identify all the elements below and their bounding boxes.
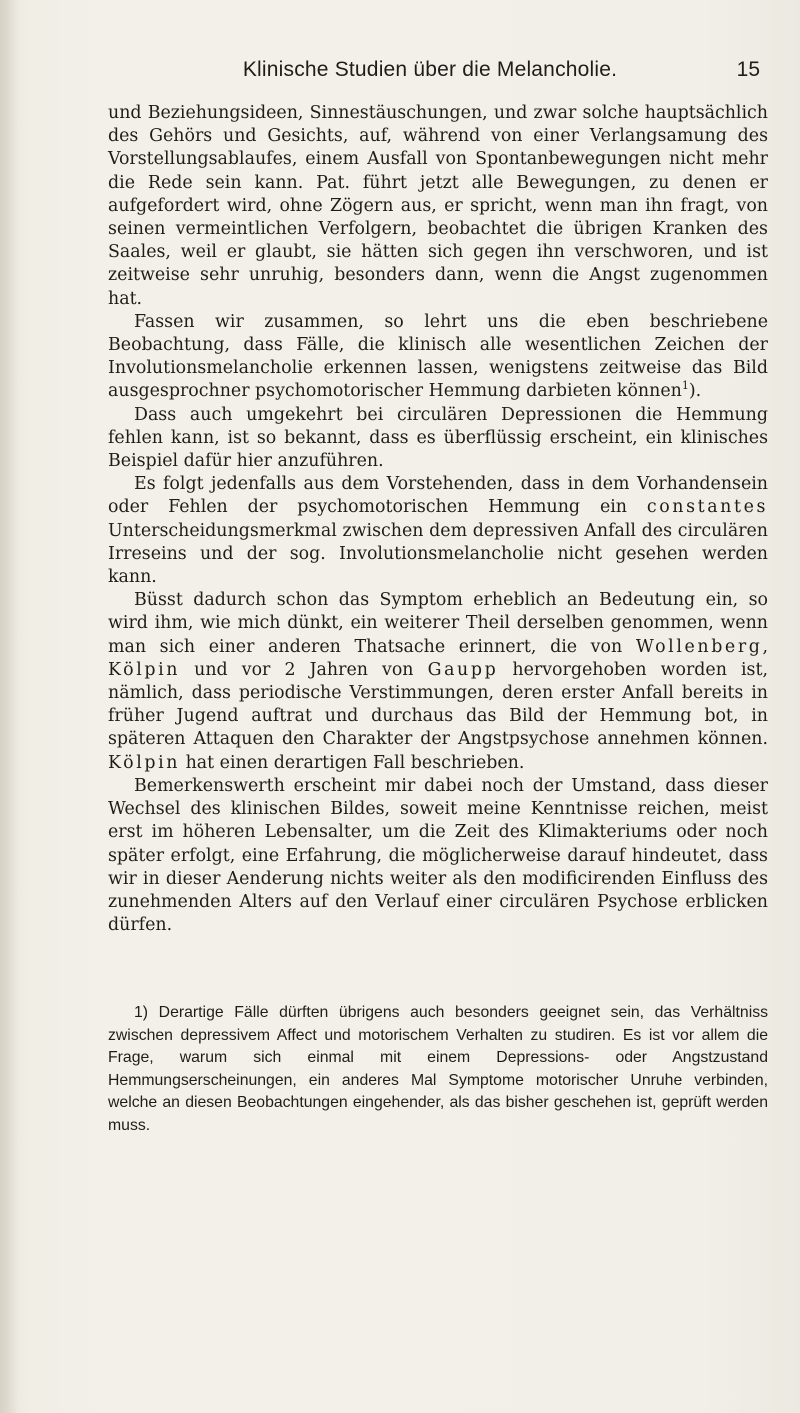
paragraph-2-text: Fassen wir zusammen, so lehrt uns die eben beschriebene Beobachtung, dass Fälle, die klinisch alle wesentlichen Zeichen der Involutionsmelancholie erkennen lassen, wenigstens zeitweise das Bild ausgesprochner psychomotorischer Hemmung darbieten können	[108, 311, 768, 402]
footnote-mark: 1)	[134, 1004, 149, 1021]
paragraph-3-text: Dass auch umgekehrt bei circulären Depressionen die Hemmung fehlen kann, ist so bekannt, dass es überflüssig erscheint, ein klinisches Beispiel dafür hier anzuführen.	[108, 404, 768, 472]
author-name-gaupp: Gaupp	[427, 659, 499, 680]
paragraph-5-continuation: hervorgehoben worden ist, nämlich, dass periodische Verstimmungen, deren erster Anfall bereits in früher Jugend auftrat und durchaus das Bild der Hemmung bot, in späteren Attaquen den Charakter der Angstpsychose annehmen können.	[108, 659, 768, 750]
paragraph-5-mid: und vor 2 Jahren von	[180, 659, 428, 680]
paragraph-4-text: Es folgt jedenfalls aus dem Vorstehenden, dass in dem Vorhandensein oder Fehlen der psychomotorischen Hemmung ein	[108, 474, 768, 518]
paragraph-1	[108, 102, 768, 311]
page-number: 15	[736, 58, 760, 81]
running-head	[120, 58, 760, 88]
paragraph-6-text: Bemerkenswerth erscheint mir dabei noch der Umstand, dass dieser Wechsel des klinischen Bildes, soweit meine Kenntnisse reichen, meist erst im höheren Lebensalter, um die Zeit des Klimakteriums oder noch später erfolgt, eine Erfahrung, die möglicherweise darauf hindeutet, dass wir in dieser Aenderung nichts weiter als den modificirenden Einfluss des zunehmenden Alters auf den Verlauf einer circulären Psychose erblicken dürfen.	[108, 775, 768, 936]
footnote-text: Derartige Fälle dürften übrigens auch besonders geeignet sein, das Verhältniss zwischen depressivem Affect und motorischem Verhalten zu studiren. Es ist vor allem die Frage, warum sich einmal mit einem Depressions- oder Angstzustand Hemmungserscheinungen, ein anderes Mal Symptome motorischer Unruhe verbinden, welche an diesen Beobachtungen eingehender, als das bisher geschehen ist, geprüft werden muss.	[108, 1004, 768, 1134]
paragraph-4	[108, 473, 768, 589]
paragraph-2	[108, 311, 768, 404]
body-text	[108, 102, 768, 937]
paragraph-3	[108, 404, 768, 474]
footnote	[108, 1002, 768, 1137]
paragraph-5-text: Büsst dadurch schon das Symptom erheblich an Bedeutung ein, so wird ihm, wie mich dünkt, ein weiterer Theil derselben genommen, wenn man sich einer anderen Thatsache erinnert, die von	[108, 590, 768, 657]
author-name-wollenberg: Wollenberg	[635, 636, 763, 657]
paragraph-5	[108, 589, 768, 775]
author-name-koelpin: Kölpin	[108, 659, 181, 680]
running-title: Klinische Studien über die Melancholie.	[242, 58, 618, 81]
paragraph-1-text: und Beziehungsideen, Sinnestäuschungen, und zwar solche hauptsächlich des Gehörs und Gesichts, auf, während von einer Verlangsamung des Vorstellungsablaufes, einem Ausfall von Spontanbewegungen nicht mehr die Rede sein kann. Pat. führt jetzt alle Bewegungen, zu denen er aufgefordert wird, ohne Zögern aus, er spricht, wenn man ihn fragt, von seinen vermeintlichen Verfolgern, beobachtet die übrigen Kranken des Saales, weil er glaubt, sie hätten sich gegen ihn verschworen, und ist zeitweise sehr unruhig, besonders dann, wenn die Angst zugenommen hat.	[108, 103, 768, 309]
paragraph-5-end: hat einen derartigen Fall beschrieben.	[180, 752, 525, 773]
paragraph-4-end: Unterscheidungsmerkmal zwischen dem depressiven Anfall des circulären Irreseins und der sog. Involutionsmelancholie nicht gesehen werden kann.	[108, 520, 768, 588]
emphasis-constantes: constantes	[646, 497, 768, 518]
paragraph-2-end: ).	[688, 381, 702, 402]
separator: ,	[762, 636, 768, 657]
binding-shadow	[0, 0, 18, 1413]
footnote-reference: 1	[681, 379, 689, 393]
author-name-koelpin-2: Kölpin	[108, 752, 181, 773]
paragraph-6	[108, 775, 768, 937]
